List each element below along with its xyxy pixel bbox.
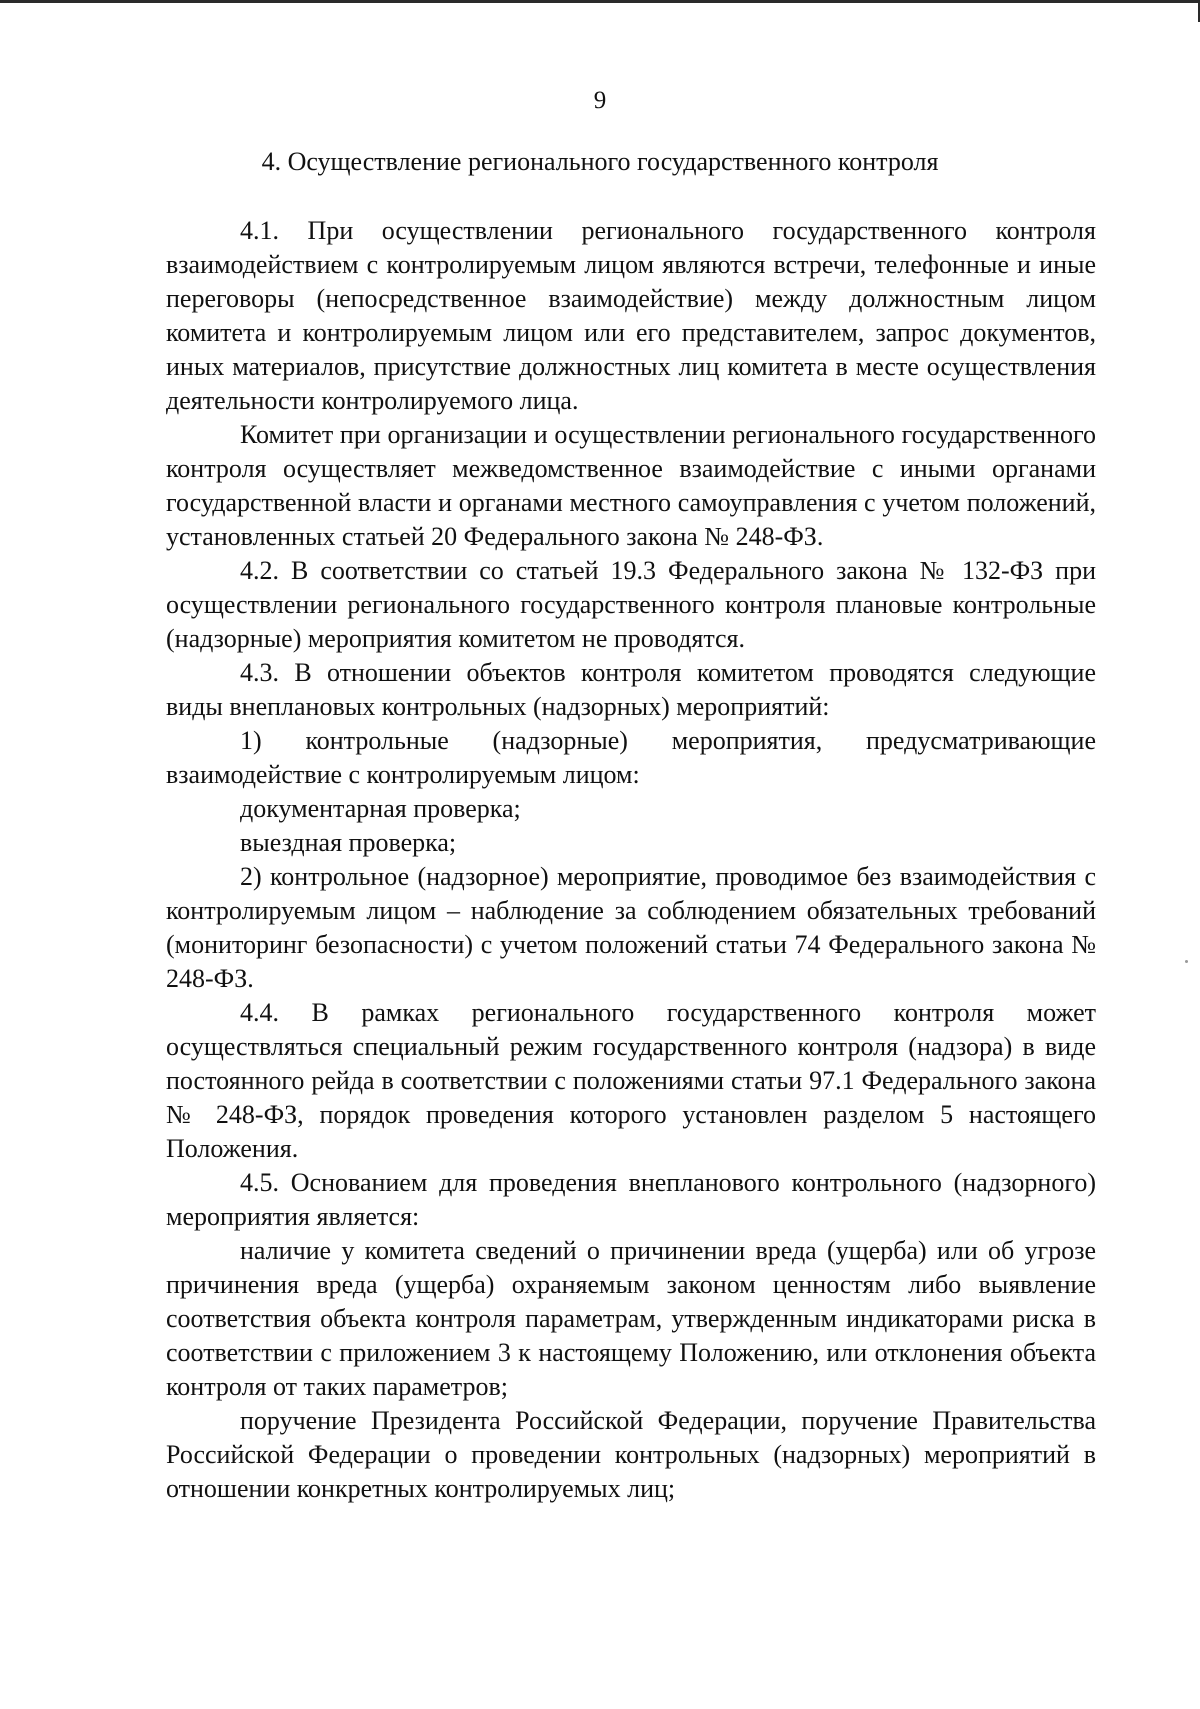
paragraph-4-3: 4.3. В отношении объектов контроля комитетом проводятся следующие виды внеплановых контрольных (надзорных) мероприятий: bbox=[166, 658, 1096, 721]
list-item-1: 1) контрольные (надзорные) мероприятия, предусматривающие взаимодействие с контролируемым лицом: bbox=[166, 726, 1096, 789]
paragraph-grounds-order: поручение Президента Российской Федерации, поручение Правительства Российской Федерации о проведении контрольных (надзорных) мероприятий в отношении конкретных контролируемых лиц; bbox=[166, 1406, 1096, 1503]
list-item-2: 2) контрольное (надзорное) мероприятие, проводимое без взаимодействия с контролируемым лицом – наблюдение за соблюдением обязательных требований (мониторинг безопасности) с учетом положений статьи 74 Федерального закона № 248-ФЗ. bbox=[166, 862, 1096, 993]
list-item-document-check: документарная проверка; bbox=[240, 794, 521, 823]
paragraph-4-5: 4.5. Основанием для проведения внепланового контрольного (надзорного) мероприятия является: bbox=[166, 1168, 1096, 1231]
page-number: 9 bbox=[593, 87, 607, 114]
paragraph-4-4: 4.4. В рамках регионального государственного контроля может осуществляться специальный режим государственного контроля (надзора) в виде постоянного рейда в соответствии с положениями статьи 97.1 Федерального закона № 248-ФЗ, порядок проведения которого установлен разделом 5 настоящего Положения. bbox=[166, 998, 1096, 1163]
paragraph-grounds-info: наличие у комитета сведений о причинении вреда (ущерба) или об угрозе причинения вреда (ущерба) охраняемым законом ценностям либо выявление соответствия объекта контроля параметрам, утвержденным индикаторами риска в соответствии с приложением 3 к настоящему Положению, или отклонения объекта контроля от таких параметров; bbox=[166, 1236, 1096, 1401]
scan-border-top bbox=[0, 0, 1200, 3]
paragraph-4-1: 4.1. При осуществлении регионального государственного контроля взаимодействием с контролируемым лицом являются встречи, телефонные и иные переговоры (непосредственное взаимодействие) между должностным лицом комитета и контролируемым лицом или его представителем, запрос документов, иных материалов, присутствие должностных лиц комитета в месте осуществления деятельности контролируемого лица. bbox=[166, 216, 1096, 415]
scan-speck bbox=[1185, 960, 1188, 963]
section-title: 4. Осуществление регионального государственного контроля bbox=[261, 147, 939, 176]
document-body bbox=[166, 214, 1096, 1506]
paragraph-interaction: Комитет при организации и осуществлении регионального государственного контроля осуществляет межведомственное взаимодействие с иными органами государственной власти и органами местного самоуправления с учетом положений, установленных статьей 20 Федерального закона № 248-ФЗ. bbox=[166, 420, 1096, 551]
list-item-field-check: выездная проверка; bbox=[240, 828, 457, 857]
paragraph-4-2: 4.2. В соответствии со статьей 19.3 Федерального закона № 132-ФЗ при осуществлении регионального государственного контроля плановые контрольные (надзорные) мероприятия комитетом не проводятся. bbox=[166, 556, 1096, 653]
